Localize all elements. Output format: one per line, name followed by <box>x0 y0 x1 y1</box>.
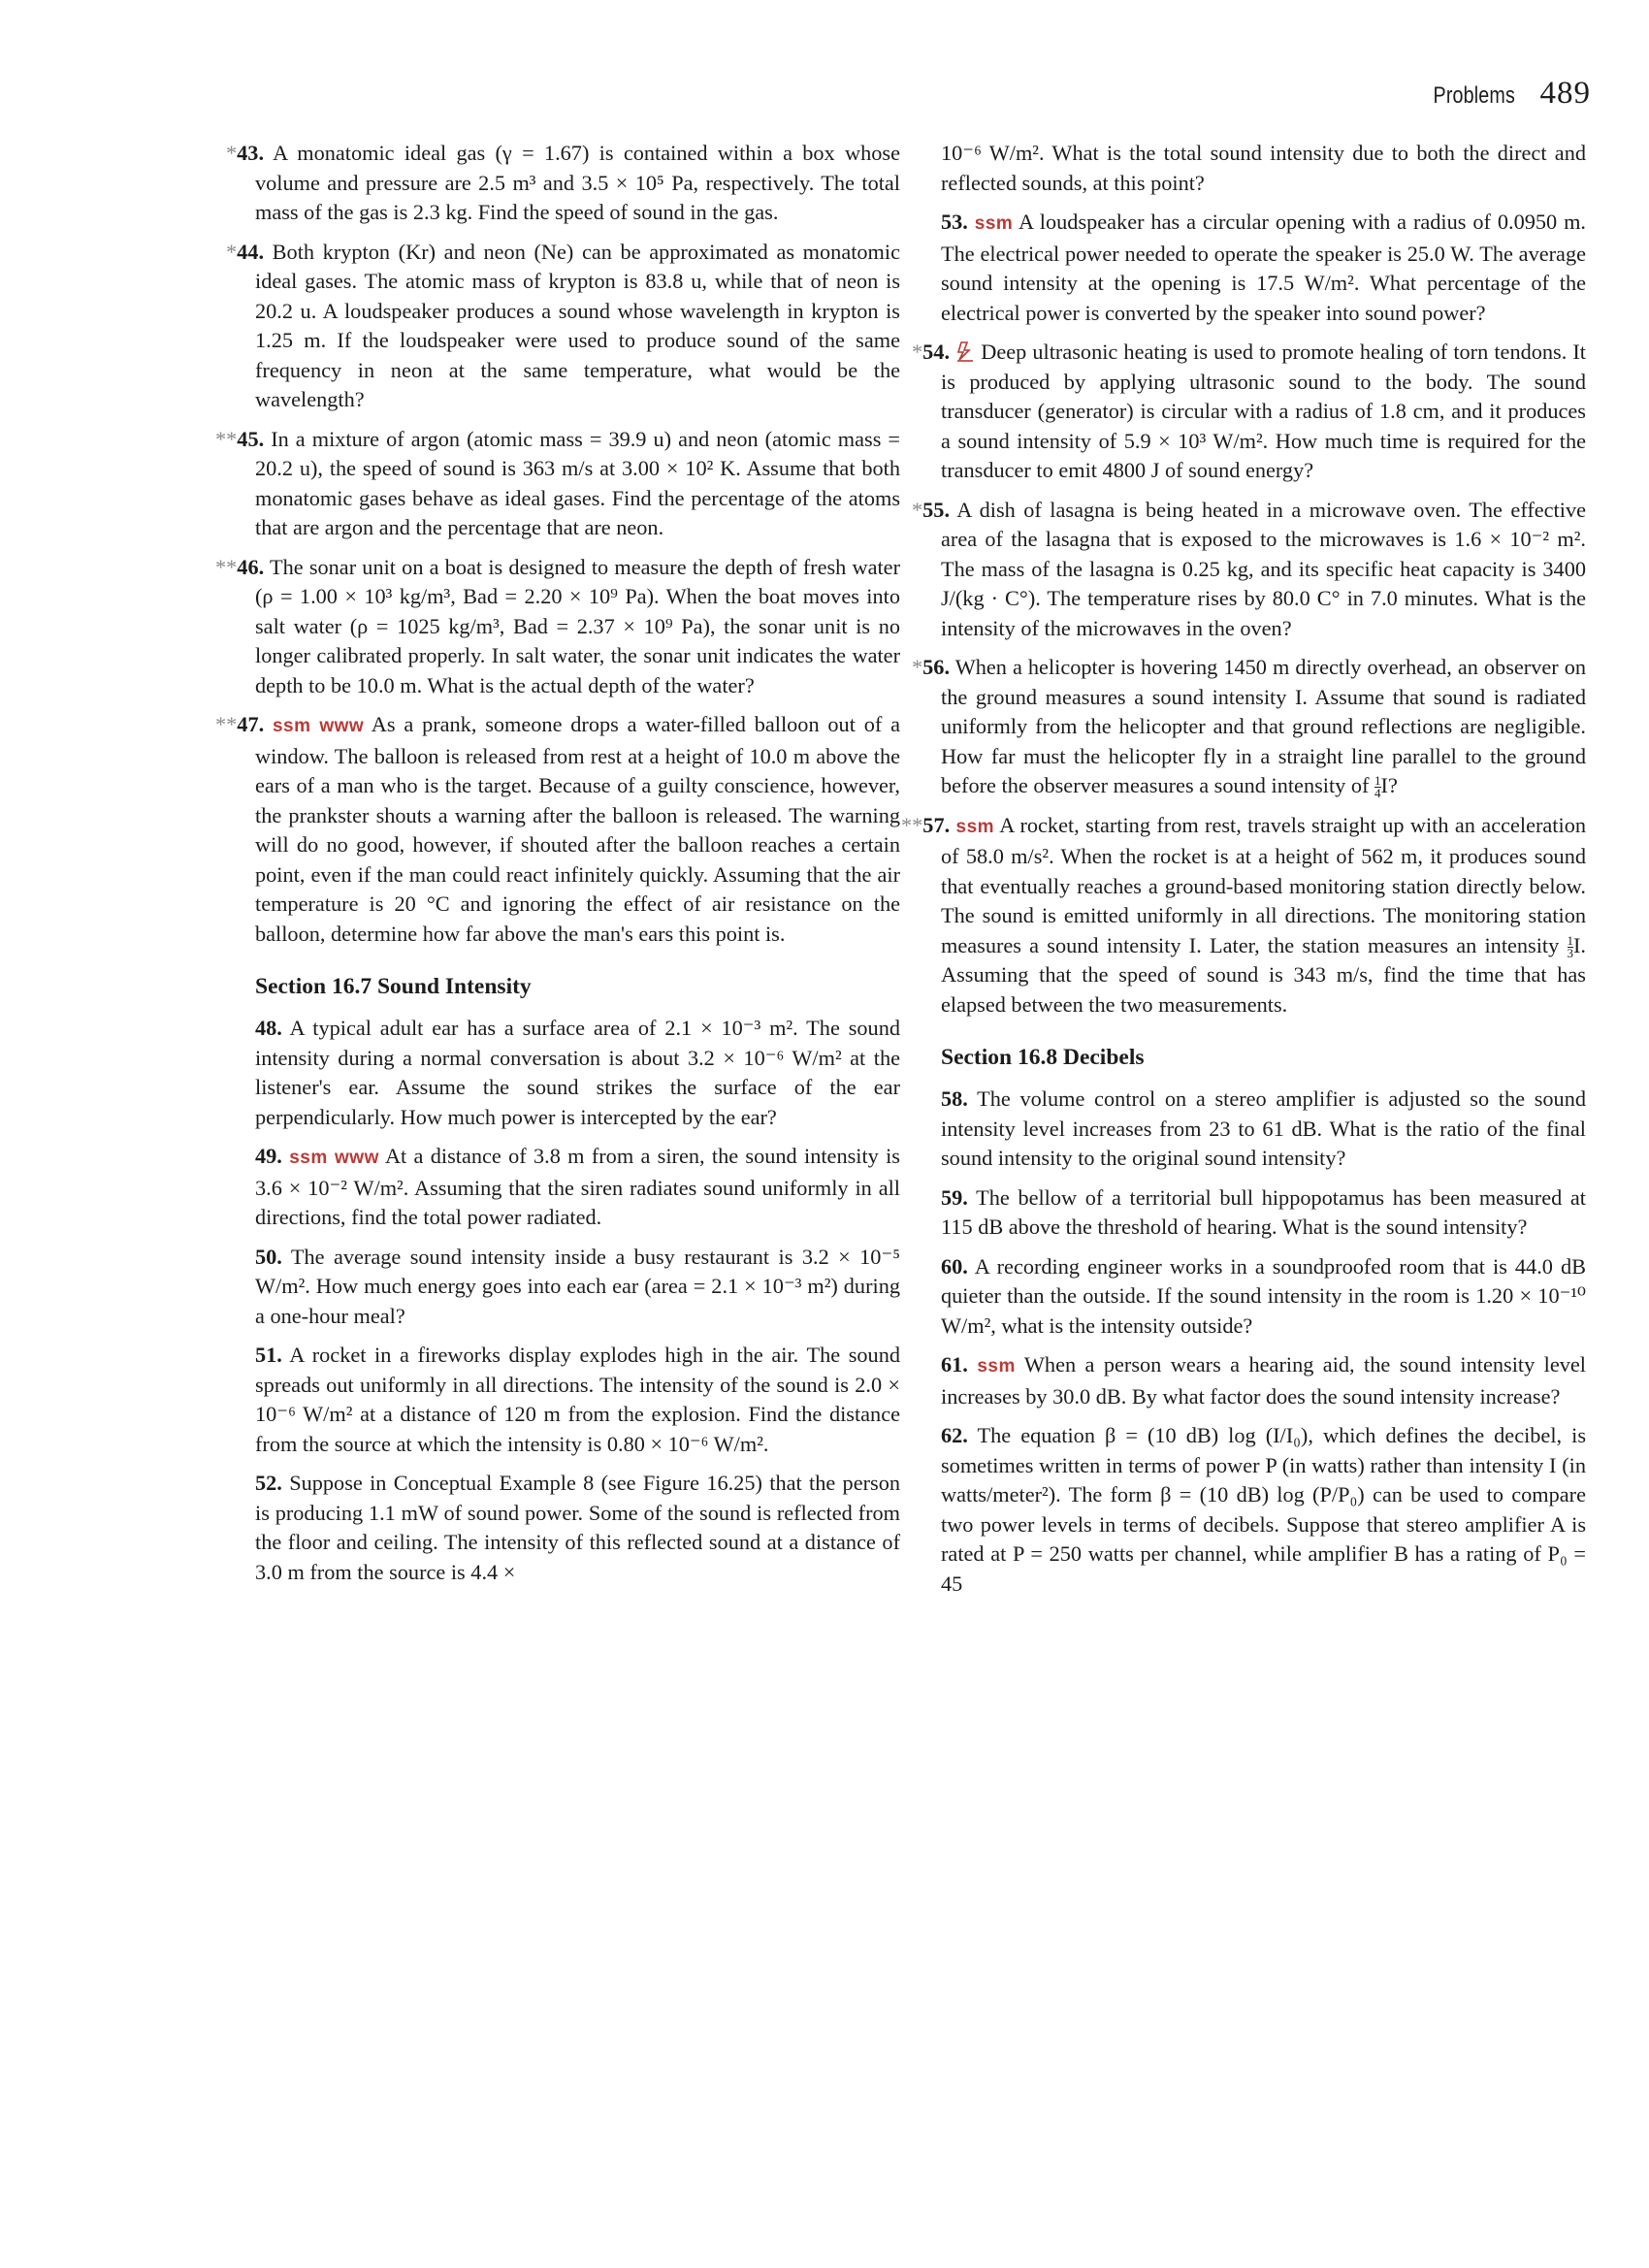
problem-text: As a prank, someone drops a water-filled balloon out of a window. The balloon is released from rest at a height of 10.0 m above the ears of a man who is the target. Because of a guilty conscience, however, the prankster shouts a warning after the balloon is released. The warning will do no good, however, if shouted after the balloon reaches a certain point, even if the man could react infinitely quickly. Assuming that the air temperature is 20 °C and ignoring the effect of air resistance on the balloon, determine how far above the man's ears this point is. <box>255 712 900 946</box>
problem-52-continued <box>941 139 1586 198</box>
ssm-tag: ssm <box>272 716 311 736</box>
problem-marker: *54. <box>912 340 951 364</box>
problem-marker: *55. <box>912 497 951 522</box>
section-heading: Section 16.8 Decibels <box>941 1045 1145 1070</box>
page-number: 489 <box>1539 76 1591 111</box>
problem-text: The equation β = (10 dB) log (I/I₀), which defines the decibel, is sometimes written in terms of power P (in watts) rather than intensity I (in watts/meter²). The form β = (10 dB) log (P/P₀) can be used to compare two power levels in terms of decibels. Suppose that stereo amplifier A is rated at P = 250 watts per channel, while amplifier B has a rating of P₀ = 45 <box>941 1423 1586 1596</box>
left-column <box>215 139 901 1597</box>
problem-number: 60. <box>941 1253 968 1279</box>
problem-57 <box>901 811 1586 1021</box>
problem-text: A recording engineer works in a soundproofed room that is 44.0 dB quieter than the outside. If the sound intensity in the room is 1.20 × 10⁻¹⁰ W/m², what is the intensity outside? <box>941 1253 1586 1338</box>
problem-59 <box>941 1183 1586 1243</box>
problem-54 <box>912 338 1587 486</box>
problem-number: 49. <box>255 1144 282 1168</box>
problem-text: A monatomic ideal gas (γ = 1.67) is contained within a box whose volume and pressure are 2.5 m³ and 3.5 × 10⁵ Pa, respectively. The total mass of the gas is 2.3 kg. Find the speed of sound in the gas. <box>255 141 900 224</box>
problem-text: The sonar unit on a boat is designed to measure the depth of fresh water (ρ = 1.00 × 10³ kg/m³, Bad = 2.20 × 10⁹ Pa). When the boat moves into salt water (ρ = 1025 kg/m³, Bad = 2.37 × 10⁹ Pa), the sonar unit is no longer calibrated properly. In salt water, the sonar unit indicates the water depth to be 10.0 m. What is the actual depth of the water? <box>255 554 901 697</box>
ssm-tag: ssm <box>974 213 1014 234</box>
problem-56 <box>912 653 1587 801</box>
problem-43 <box>226 139 900 228</box>
problem-marker: **45. <box>215 426 265 451</box>
problem-text: The volume control on a stereo amplifier is adjusted so the sound intensity level increases from 23 to 61 dB. What is the ratio of the final sound intensity to the original sound intensity? <box>941 1086 1586 1170</box>
problem-51 <box>255 1341 900 1459</box>
problem-number: 58. <box>941 1086 968 1111</box>
problem-number: 48. <box>255 1016 282 1040</box>
ssm-tag: ssm <box>289 1148 328 1168</box>
problem-text: Deep ultrasonic heating is used to promote healing of torn tendons. It is produced by applying ultrasonic sound to the body. The sound transducer (generator) is circular with a radius of 1.8 cm, and it produces a sound intensity of 5.9 × 10³ W/m². How much time is required for the transducer to emit 4800 J of sound energy? <box>941 340 1587 482</box>
problem-text: The bellow of a territorial bull hippopotamus has been measured at 115 dB above the threshold of hearing. What is the sound intensity? <box>941 1184 1586 1239</box>
problem-44 <box>226 238 900 415</box>
problem-text: When a person wears a hearing aid, the sound intensity level increases by 30.0 dB. By what factor does the sound intensity increase? <box>941 1352 1586 1409</box>
ssm-tag: ssm <box>977 1356 1016 1377</box>
problem-number: 62. <box>941 1423 968 1447</box>
problem-46 <box>215 553 901 701</box>
problem-text: A loudspeaker has a circular opening with a radius of 0.0950 m. The electrical power needed to operate the speaker is 25.0 W. The average sound intensity at the opening is 17.5 W/m². What percentage of the electrical power is converted by the speaker into sound power? <box>941 210 1586 325</box>
problem-number: 61. <box>941 1352 968 1377</box>
problem-53 <box>941 208 1586 328</box>
problem-45 <box>215 425 900 543</box>
fraction: $\frac{1}{4}$ <box>1374 773 1381 801</box>
problem-48 <box>255 1014 900 1132</box>
problem-text: When a helicopter is hovering 1450 m directly overhead, an observer on the ground measures a sound intensity I. Assume that sound is radiated uniformly from the helicopter and that ground reflections are negligible. How far must the helicopter fly in a straight line parallel to the ground before the observer measures a sound intensity of <box>941 655 1587 797</box>
problem-number: 59. <box>941 1184 968 1210</box>
biomedical-icon <box>955 340 975 362</box>
header-label: Problems <box>1433 82 1515 109</box>
problem-marker: **57. <box>901 812 951 837</box>
problem-marker: *44. <box>226 239 265 264</box>
problem-number: 51. <box>255 1343 282 1367</box>
problem-text: Both krypton (Kr) and neon (Ne) can be approximated as monatomic ideal gases. The atomic mass of krypton is 83.8 u, while that of neon is 20.2 u. A loudspeaker produces a sound whose wavelength in krypton is 1.25 m. If the loudspeaker were used to produce sound of the same frequency in neon at the same temperature, what would be the wavelength? <box>255 239 900 411</box>
problem-text: In a mixture of argon (atomic mass = 39.9 u) and neon (atomic mass = 20.2 u), the speed of sound is 363 m/s at 3.00 × 10² K. Assume that both monatomic gases behave as ideal gases. Find the percentage of the atoms that are argon and the percentage that are neon. <box>255 426 900 539</box>
problem-61 <box>941 1350 1586 1411</box>
problem-text: A dish of lasagna is being heated in a microwave oven. The effective area of the lasagna that is exposed to the microwaves is 1.6 × 10⁻² m². The mass of the lasagna is 0.25 kg, and its specific heat capacity is 3400 J/(kg · C°). The temperature rises by 80.0 C° in 7.0 minutes. What is the intensity of the microwaves in the oven? <box>941 497 1586 640</box>
www-tag: www <box>319 716 365 736</box>
problem-text: A typical adult ear has a surface area of 2.1 × 10⁻³ m². The sound intensity during a normal conversation is about 3.2 × 10⁻⁶ W/m² at the listener's ear. Assume the sound strikes the surface of the ear perpendicularly. How much power is intercepted by the ear? <box>255 1016 900 1129</box>
problem-marker: **47. <box>215 712 265 736</box>
problem-58 <box>941 1085 1586 1174</box>
problem-49 <box>255 1142 900 1233</box>
problem-47 <box>215 710 900 949</box>
problem-62 <box>941 1421 1586 1599</box>
problem-text: A rocket in a fireworks display explodes high in the air. The sound spreads out uniformly in all directions. The intensity of the sound is 2.0 × 10⁻⁶ W/m² at a distance of 120 m from the explosion. Find the distance from the source at which the intensity is 0.80 × 10⁻⁶ W/m². <box>255 1343 900 1456</box>
problem-text: At a distance of 3.8 m from a siren, the sound intensity is 3.6 × 10⁻² W/m². Assuming that the siren radiates sound uniformly in all directions, find the total power radiated. <box>255 1144 900 1229</box>
problem-50 <box>255 1243 900 1332</box>
section-heading: Section 16.7 Sound Intensity <box>255 974 532 999</box>
running-header <box>1415 76 1591 112</box>
problem-55 <box>912 496 1586 644</box>
problem-marker: *43. <box>226 141 265 165</box>
problem-text: A rocket, starting from rest, travels straight up with an acceleration of 58.0 m/s². When the rocket is at a height of 562 m, it produces sound that eventually reaches a ground-based monitoring station directly below. The sound is emitted uniformly in all directions. The monitoring station measures a sound intensity I. Later, the station measures an intensity <box>941 812 1586 957</box>
ssm-tag: ssm <box>955 816 995 837</box>
www-tag: www <box>335 1148 379 1168</box>
problem-60 <box>941 1252 1586 1342</box>
problem-number: 53. <box>941 210 968 234</box>
fraction: $\frac{1}{3}$ <box>1567 932 1573 960</box>
problem-number: 52. <box>255 1471 282 1495</box>
problem-number: 50. <box>255 1244 282 1269</box>
problem-text-end: I. Assuming that the speed of sound is 343 m/s, find the time that has elapsed between the two measurements. <box>941 932 1586 1017</box>
problem-text-end: I? <box>1380 773 1398 797</box>
problem-marker: **46. <box>215 554 265 579</box>
right-column <box>901 139 1587 1608</box>
problem-52 <box>255 1469 900 1587</box>
problem-text: Suppose in Conceptual Example 8 (see Figure 16.25) that the person is producing 1.1 mW of sound power. Some of the sound is reflected from the floor and ceiling. The intensity of this reflected sound at a distance of 3.0 m from the source is 4.4 × <box>255 1471 901 1584</box>
problem-marker: *56. <box>912 655 951 679</box>
problem-text: 10⁻⁶ W/m². What is the total sound intensity due to both the direct and reflected sounds, at this point? <box>941 141 1586 195</box>
problem-text: The average sound intensity inside a busy restaurant is 3.2 × 10⁻⁵ W/m². How much energy goes into each ear (area = 2.1 × 10⁻³ m²) during a one-hour meal? <box>255 1244 900 1328</box>
